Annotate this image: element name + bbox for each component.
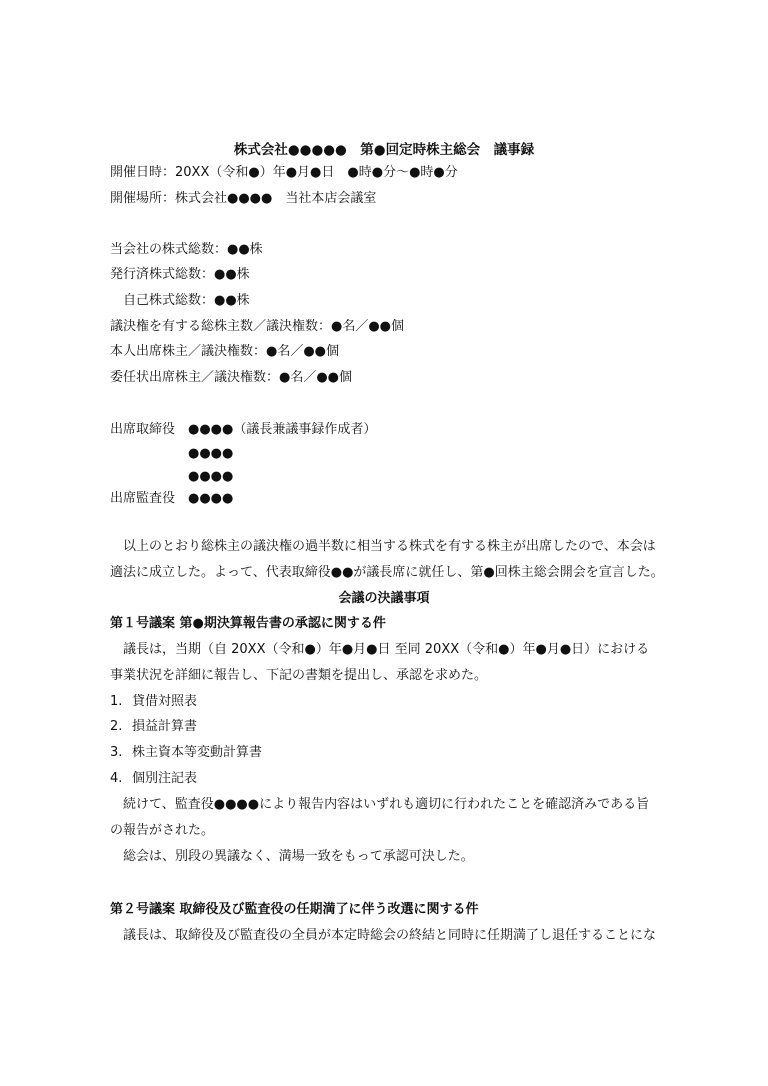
- issued-shares: 発行済株式総数：●●株: [110, 267, 250, 282]
- proposal-1-body-line-2: 事業状況を詳細に報告し、下記の書類を提出し、承認を求めた。: [110, 668, 488, 683]
- list-item: [110, 745, 262, 761]
- list-item-label: 株主資本等変動計算書: [132, 745, 263, 760]
- document-title: 株式会社●●●●● 第●回定時株主総会 議事録: [233, 142, 535, 158]
- list-item-number: 2.: [110, 719, 123, 734]
- meeting-place: 開催場所：株式会社●●●● 当社本店会議室: [110, 191, 377, 206]
- director-1: ●●●●（議長兼議事録作成者）: [188, 422, 377, 437]
- list-item: [110, 771, 197, 787]
- auditor-1: ●●●●: [188, 491, 234, 506]
- present-by-proxy: 委任状出席株主／議決権数：●名／●●個: [110, 370, 353, 385]
- resolutions-heading: 会議の決議事項: [338, 591, 430, 606]
- proposal-2-heading: 第２号議案 取締役及び監査役の任期満了に伴う改選に関する件: [110, 902, 479, 917]
- present-in-person: 本人出席株主／議決権数：●名／●●個: [110, 344, 340, 359]
- proposal-1-heading: 第１号議案 第●期決算報告書の承認に関する件: [110, 616, 386, 631]
- audit-line-2: の報告がされた。: [110, 823, 215, 838]
- directors-label: 出席取締役: [110, 422, 176, 437]
- quorum-line-1: 以上のとおり総株主の議決権の過半数に相当する株式を有する株主が出席したので、本会は: [123, 539, 656, 554]
- quorum-line-2: 適法に成立した。よって、代表取締役●●が議長席に就任し、第●回株主総会開会を宣言した。: [110, 565, 664, 580]
- proposal-2-body-line-1: 議長は、取締役及び監査役の全員が本定時総会の終結と同時に任期満了し退任することにな: [123, 928, 657, 943]
- director-2: ●●●●: [188, 446, 234, 461]
- audit-line-1: 続けて、監査役●●●●により報告内容はいずれも適切に行われたことを確認済みである旨: [123, 797, 650, 812]
- director-3: ●●●●: [188, 469, 234, 484]
- list-item: [110, 719, 197, 735]
- list-item-number: 4.: [110, 771, 123, 786]
- list-item-label: 貸借対照表: [132, 694, 198, 709]
- list-item-label: 損益計算書: [132, 719, 198, 734]
- proposal-1-body-line-1: 議長は，当期（自 20XX（令和●）年●月●日 至同 20XX（令和●）年●月●日）における: [123, 642, 650, 657]
- auditor-label: 出席監査役: [110, 491, 176, 506]
- list-item-number: 3.: [110, 745, 123, 760]
- total-shares: 当会社の株式総数：●●株: [110, 242, 263, 257]
- list-item-label: 個別注記表: [132, 771, 198, 786]
- list-item-number: 1.: [110, 694, 123, 709]
- approval-line: 総会は、別段の異議なく、満場一致をもって承認可決した。: [123, 849, 474, 864]
- treasury-shares: 自己株式総数：●●株: [123, 293, 250, 308]
- meeting-date: 開催日時：20XX（令和●）年●月●日 ●時●分～●時●分: [110, 165, 458, 180]
- voting-shareholders: 議決権を有する総株主数／議決権数：●名／●●個: [110, 319, 405, 334]
- list-item: [110, 694, 197, 710]
